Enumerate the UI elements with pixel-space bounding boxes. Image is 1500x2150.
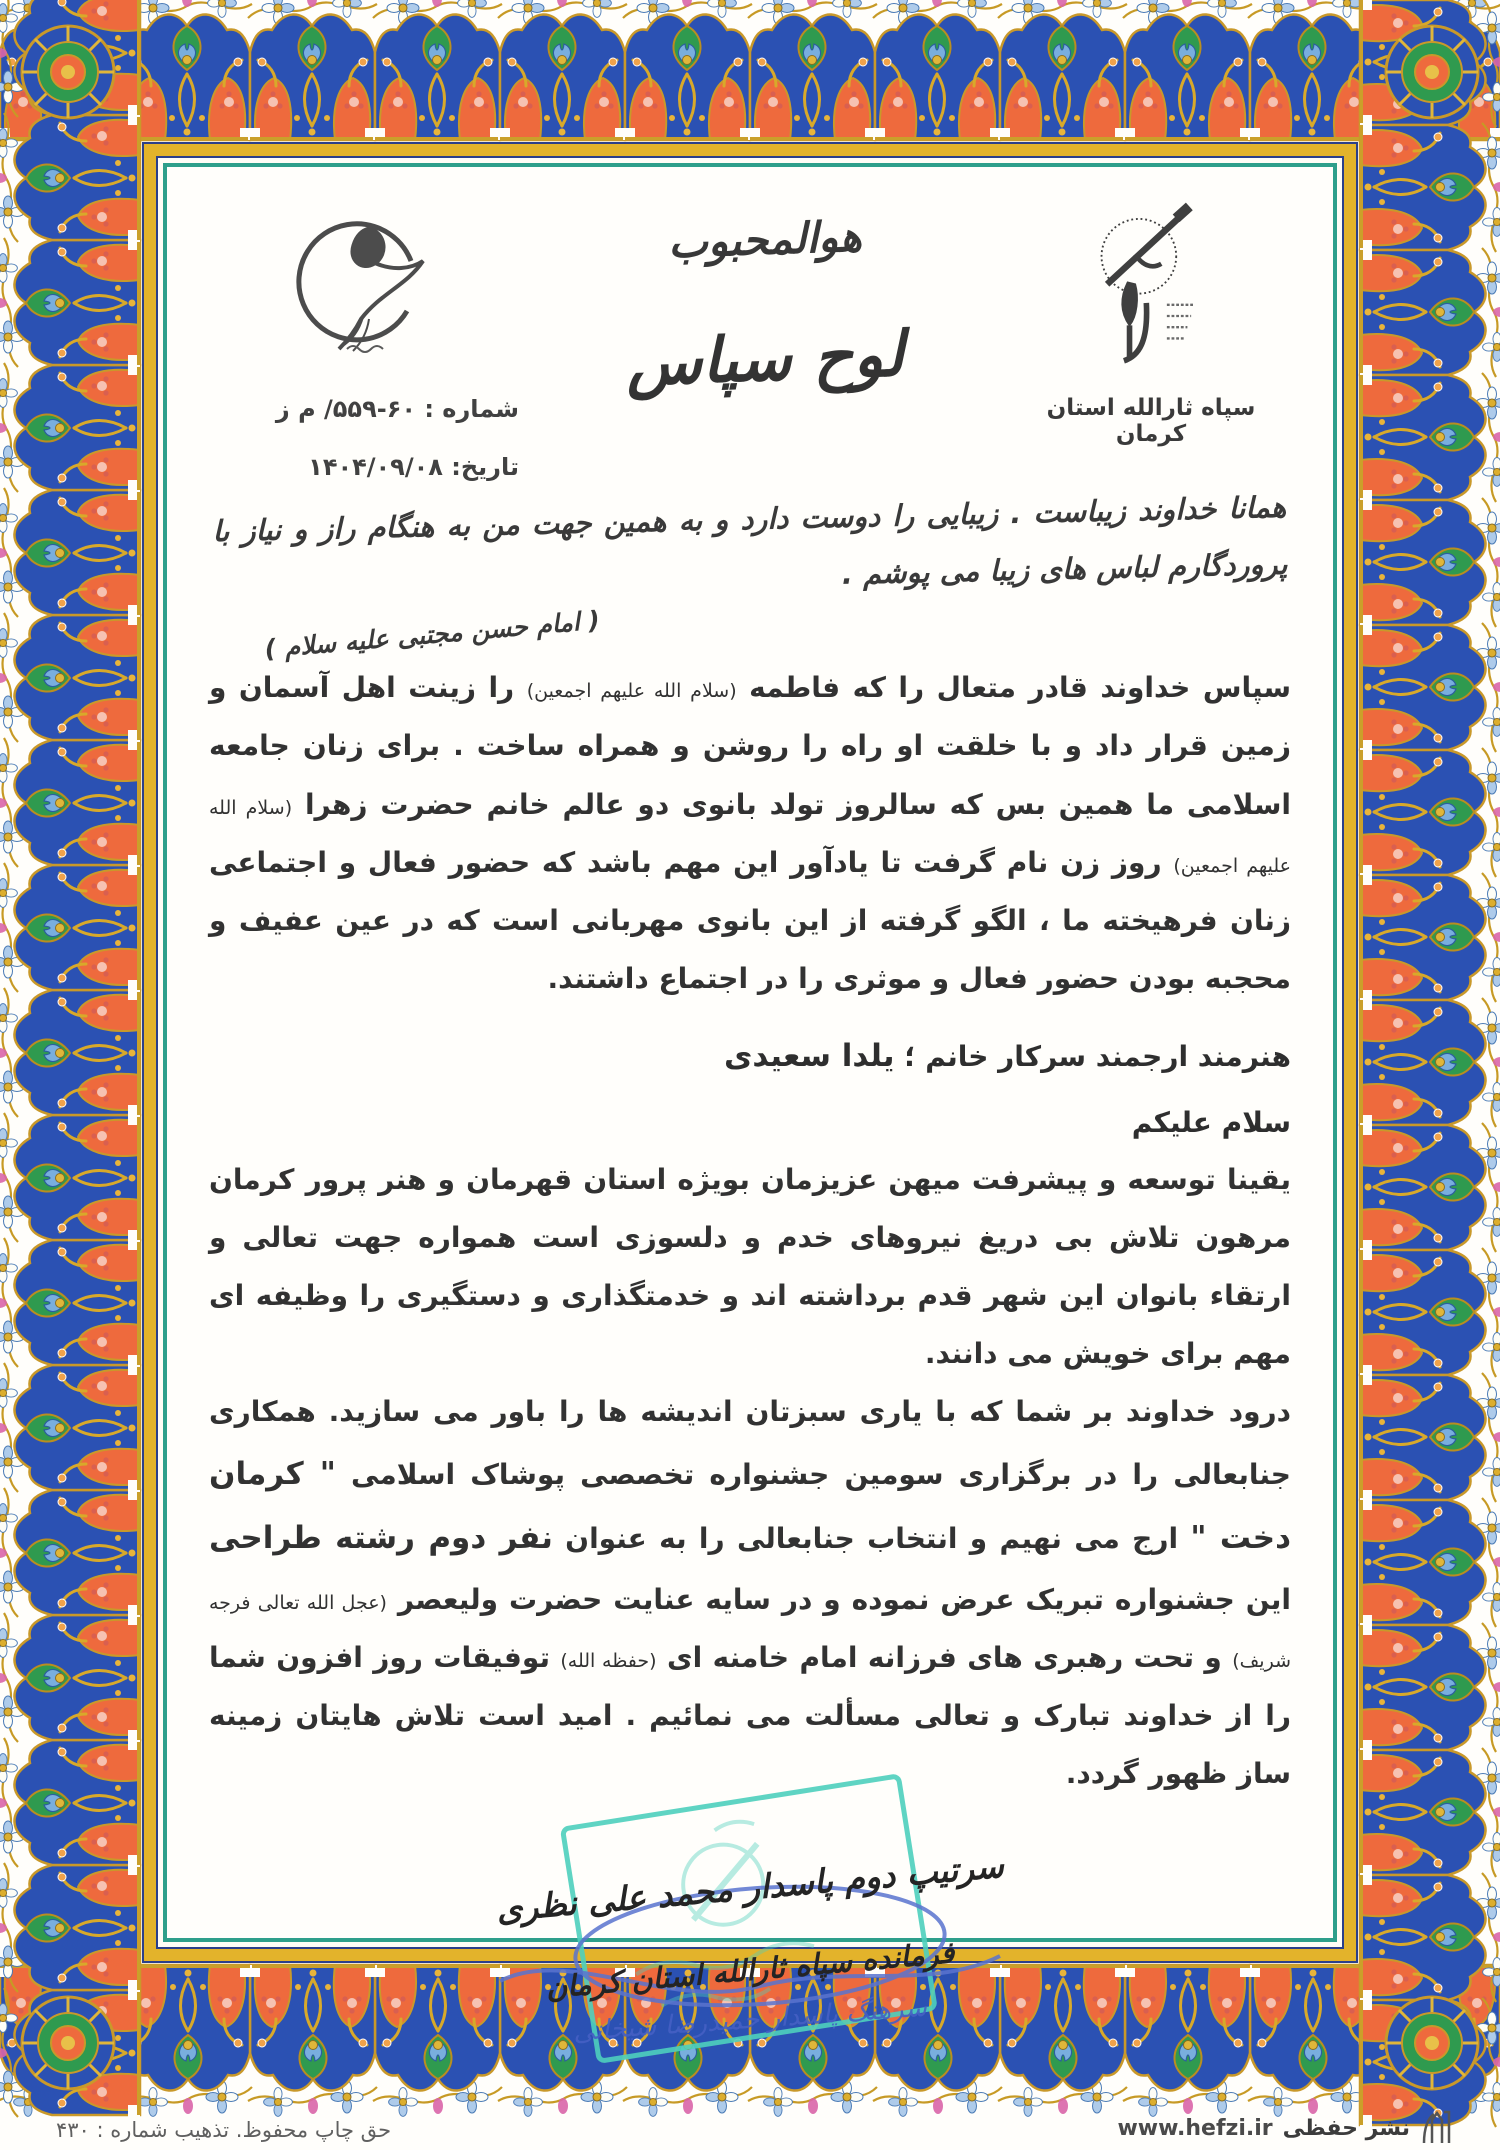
p1-text: سپاس خداوند قادر متعال را که فاطمه	[736, 671, 1291, 705]
paragraph-3	[209, 1383, 1291, 1803]
org-name: سپاه ثارالله استان کرمان	[1046, 395, 1256, 447]
commander-role: فرمانده سپاه ثارالله استان کرمان	[544, 1934, 956, 2005]
hadith-calligraphy: همانا خداوند زیباست . زیبایی را دوست دارد و به همین جهت من به هنگام راز و نیاز با پروردگارم لباس های زیبا می پوشم .	[212, 489, 1288, 591]
publisher-url: www.hefzi.ir	[1117, 2115, 1273, 2141]
p3-text-3: این جشنواره تبریک عرض نموده و در سایه عنایت حضرت ولیعصر	[386, 1582, 1291, 1616]
festival-name: " کرمان دخت "	[209, 1455, 1291, 1557]
signature-block	[209, 1826, 1291, 2088]
p3-honorific-1: (عجل الله تعالی فرجه شریف)	[209, 1591, 1291, 1672]
publisher-pen-icon	[1420, 2110, 1454, 2146]
header	[209, 189, 1291, 481]
award-rank: نفر دوم رشته طراحی	[209, 1520, 553, 1557]
hadith-attribution: ( امام حسن مجتبی علیه سلام )	[263, 605, 601, 664]
letter-meta	[209, 395, 519, 481]
letter-number: شماره : ۶۰-۵۵۹/ م ز	[275, 395, 519, 423]
p1-text-2: را زینت اهل آسمان و زمین قرار داد و با خلقت او راه را روشن و همراه ساخت . برای زنان جامعه اسلامی ما همین بس که سالروز تولد بانوی دو عالم خانم حضرت زهرا	[209, 671, 1291, 821]
p3-text-5: توفیقات روز افزون شما را از خداوند تبارک و تعالی مسألت می نمائیم . امید است تلاش هایتان زمینه ساز ظهور گردد.	[209, 1640, 1291, 1791]
p1-text-3: روز زن نام گرفت تا یادآور این مهم باشد که حضور فعال و اجتماعی زنان فرهیخته ما ، الگو گرفته از این بانوی مهربانی است که در عین عفیف و محجبه بودن حضور فعال و موثری را در اجتماع داشتند.	[209, 845, 1291, 996]
p3-text-4: و تحت رهبری های فرزانه امام خامنه ای	[656, 1640, 1233, 1674]
p1-honorific-2: (سلام الله علیهم اجمعین)	[209, 796, 1291, 877]
frame-white-gap	[156, 156, 1344, 2047]
header-center-column	[519, 189, 1011, 400]
p3-text-2: ارج می نهیم و انتخاب جنابعالی را به عنوان	[552, 1522, 1191, 1556]
certificate-content	[167, 167, 1333, 2047]
letter-date: تاریخ: ۱۴۰۴/۰۹/۰۸	[308, 453, 519, 481]
copyright-note: حق چاپ محفوظ. تذهیب شماره : ۴۳۰	[56, 2118, 392, 2142]
addressee-line	[209, 1025, 1291, 1087]
p3-honorific-2: (حفظه الله)	[560, 1649, 657, 1672]
certificate-title: لوح سپاس	[624, 317, 906, 400]
addressee-prefix: هنرمند ارجمند سرکار خانم ؛	[894, 1039, 1291, 1073]
frame-gold-band	[142, 142, 1358, 2047]
publisher-block	[1117, 2110, 1454, 2146]
addressee-name: یلدا سعیدی	[723, 1037, 895, 1074]
paragraph-1	[209, 659, 1291, 1008]
header-right-column	[1011, 189, 1291, 447]
greeting-line: سلام علیکم	[1131, 1105, 1291, 1139]
publisher-name: نشر حفظی	[1282, 2115, 1410, 2141]
stamp-handwriting: سرهنگ پاسدار حمیدرضا شیخانی	[572, 1992, 928, 2047]
paragraph-2: یقینا توسعه و پیشرفت میهن عزیزمان بویژه استان قهرمان و هنر پرور کرمان مرهون تلاش بی دریغ نیروهای خدم و دلسوزی است همواره جهت تعالی و ارتقاء بانوان این شهر قدم برداشته اند و خدمتگذاری و دستگیری را وظیفه ای مهم برای خویش می دانند.	[209, 1162, 1291, 1371]
frame-teal-pinline	[163, 163, 1337, 2047]
commander-name: سرتیپ دوم پاسدار محمد علی نظری	[494, 1845, 1006, 1929]
header-left-column	[209, 189, 519, 481]
motto-calligraphy: هوالمحبوب	[667, 211, 863, 268]
sepah-logo	[1081, 193, 1221, 383]
women-society-logo	[289, 199, 439, 367]
p3-text: درود خداوند بر شما که با یاری سبزتان اندیشه ها را باور می سازید. همکاری جنابعالی را در برگزاری سومین جشنواره تخصصی پوشاک اسلامی	[209, 1395, 1291, 1491]
p1-honorific-1: (سلام الله علیهم اجمعین)	[526, 680, 737, 703]
